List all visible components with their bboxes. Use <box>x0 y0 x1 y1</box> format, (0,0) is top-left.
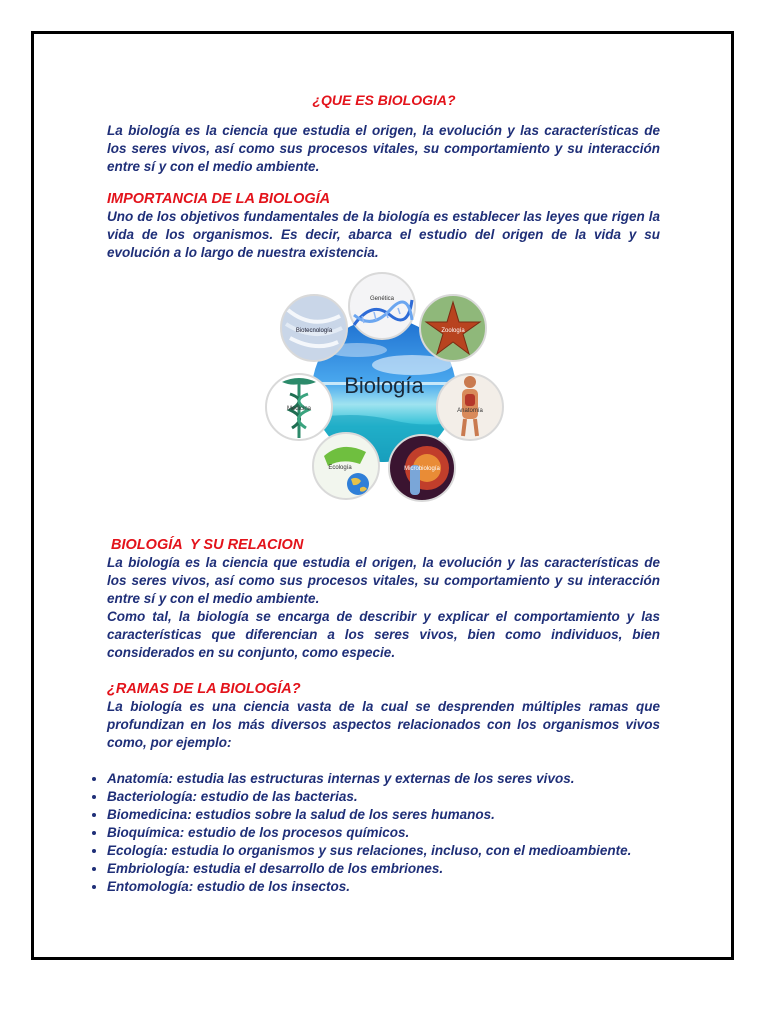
branch-label-zoologia: Zoología <box>441 328 465 334</box>
list-item: • Entomología: estudio de los insectos. <box>107 878 660 896</box>
branch-biotecnologia <box>281 295 347 361</box>
branch-ecologia <box>313 433 379 499</box>
branch-genetica <box>349 273 415 339</box>
branch-microbiologia <box>389 435 455 501</box>
list-item: • Embriología: estudia el desarrollo de los embriones. <box>107 860 660 878</box>
list-item: • Bioquímica: estudio de los procesos químicos. <box>107 824 660 842</box>
importance-heading: IMPORTANCIA DE LA BIOLOGÍA <box>107 191 331 207</box>
intro-paragraph: La biología es la ciencia que estudia el origen, la evolución y las características de los seres vivos, así como sus procesos vitales, su comportamiento y su interacción entre sí y con el medio ambiente. <box>107 123 660 174</box>
diagram-center-label: Biología <box>344 373 424 398</box>
branches-paragraph: La biología es una ciencia vasta de la cual se desprenden múltiples ramas que profundizan en los más diversos aspectos relacionados con los organismos vivos como, por ejemplo: <box>107 699 660 750</box>
relation-paragraph-2: Como tal, la biología se encarga de describir y explicar el comportamiento y las características que diferencian a los seres vivos, bien como individuos, bien considerados en su conjunto, como especie. <box>107 609 660 660</box>
relation-section <box>107 536 660 662</box>
list-item: • Anatomía: estudia las estructuras internas y externas de los seres vivos. <box>107 770 660 788</box>
branches-list-container <box>107 770 660 896</box>
page-title: ¿QUE ES BIOLOGIA? <box>312 92 456 108</box>
branches-heading: ¿RAMAS DE LA BIOLOGÍA? <box>107 681 301 697</box>
branch-label-ecologia: Ecología <box>328 465 352 471</box>
branch-label-genetica: Genética <box>369 296 395 302</box>
branch-medicina <box>266 374 332 440</box>
branch-zoologia <box>420 295 486 361</box>
importance-section <box>107 190 660 262</box>
intro-section <box>107 122 660 176</box>
branches-section <box>107 680 660 752</box>
importance-paragraph: Uno de los objetivos fundamentales de la biología es establecer las leyes que rigen la vida de los organismos. Es decir, abarca el estudio del origen de la vida y su evolución a lo largo de nuestra existencia. <box>107 209 660 260</box>
biology-branches-diagram <box>262 270 507 508</box>
branch-label-anatomia: Anatomía <box>457 408 483 414</box>
branch-label-medicina: Medicina <box>286 406 312 412</box>
list-item: • Ecología: estudia lo organismos y sus relaciones, incluso, con el medioambiente. <box>107 842 660 860</box>
branch-label-biotecnologia: Biotecnología <box>295 328 333 334</box>
relation-paragraph-1: La biología es la ciencia que estudia el origen, la evolución y las características de los seres vivos, así como sus procesos vitales, su comportamiento y su interacción entre sí y con el medio ambiente. <box>107 555 660 606</box>
branch-anatomia <box>437 374 503 440</box>
list-item: • Biomedicina: estudios sobre la salud de los seres humanos. <box>107 806 660 824</box>
relation-heading: BIOLOGÍA Y SU RELACION <box>107 537 304 553</box>
branch-label-microbiologia: Microbiología <box>404 466 440 472</box>
branches-list <box>62 770 660 896</box>
list-item: • Bacteriología: estudio de las bacterias. <box>107 788 660 806</box>
